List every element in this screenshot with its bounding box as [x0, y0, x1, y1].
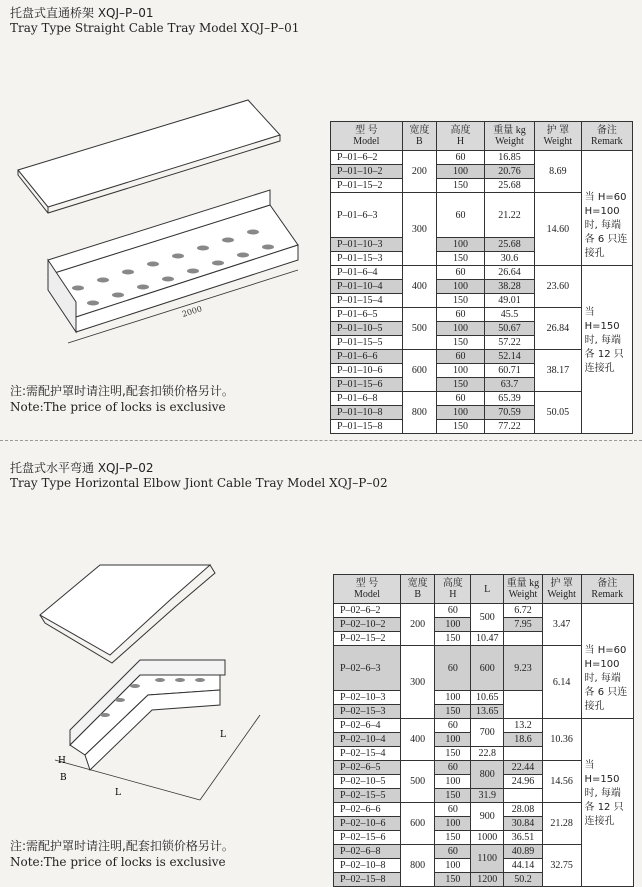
cell-height: 60	[437, 392, 485, 406]
cell-model: P–01–6–4	[331, 266, 403, 280]
cell-height: 100	[435, 775, 471, 789]
cell-weight: 13.2	[504, 719, 543, 733]
cell-height: 60	[435, 719, 471, 733]
cell-weight: 25.68	[484, 238, 534, 252]
cell-width: 500	[402, 308, 436, 350]
cell-height: 60	[437, 350, 485, 364]
cell-cover-weight: 38.17	[535, 350, 582, 392]
cell-weight: 30.84	[504, 817, 543, 831]
cell-height: 100	[437, 322, 485, 336]
cell-height: 60	[437, 308, 485, 322]
cell-weight: 10.65	[471, 691, 504, 705]
cell-length: 1100	[471, 845, 504, 873]
cell-model: P–02–15–8	[334, 873, 401, 887]
cell-model: P–02–10–6	[334, 817, 401, 831]
elbow-b-label: B	[60, 773, 67, 783]
header-height: 高度 H	[435, 575, 471, 604]
cell-height: 60	[435, 803, 471, 817]
cell-width: 200	[402, 151, 436, 193]
cell-length: 600	[471, 646, 504, 691]
section1-note-en: Note:The price of locks is exclusive	[10, 400, 226, 414]
cell-height: 100	[437, 165, 485, 179]
cell-weight: 21.22	[484, 193, 534, 238]
cell-model: P–02–10–8	[334, 859, 401, 873]
cell-width: 600	[401, 803, 435, 845]
cell-height: 100	[437, 364, 485, 378]
elbow-tray-drawing	[20, 555, 300, 805]
cell-weight: 31.9	[471, 789, 504, 803]
cell-model: P–01–15–2	[331, 179, 403, 193]
section2-note-zh: 注:需配护罩时请注明,配套扣锁价格另计。	[10, 839, 234, 853]
cell-weight: 30.6	[484, 252, 534, 266]
cell-height: 100	[435, 691, 471, 705]
cell-width: 300	[401, 646, 435, 719]
header-width: 宽度 B	[402, 122, 436, 151]
header-remark: 备注 Remark	[581, 122, 632, 151]
section2-title-zh: 托盘式水平弯通 XQJ–P–02	[10, 461, 154, 475]
cell-model: P–01–6–2	[331, 151, 403, 165]
cell-width: 600	[402, 350, 436, 392]
table-row	[334, 719, 634, 733]
cell-height: 60	[435, 761, 471, 775]
cell-width: 300	[402, 193, 436, 266]
cell-weight: 20.76	[484, 165, 534, 179]
cell-cover-weight: 21.28	[542, 803, 581, 845]
section2-note	[10, 838, 234, 870]
cell-model: P–01–15–6	[331, 378, 403, 392]
cell-weight: 52.14	[484, 350, 534, 364]
elbow-l-label-2: L	[220, 730, 226, 740]
cell-model: P–01–10–6	[331, 364, 403, 378]
cell-weight: 22.44	[504, 761, 543, 775]
cell-height: 150	[437, 294, 485, 308]
table-row	[331, 151, 633, 165]
cell-height: 100	[437, 406, 485, 420]
cell-model: P–01–15–5	[331, 336, 403, 350]
cell-length: 1200	[471, 873, 504, 887]
section2-title-en: Tray Type Horizontal Elbow Jiont Cable Tray Model XQJ–P–02	[10, 476, 388, 490]
cell-height: 60	[435, 845, 471, 859]
elbow-h-label: H	[58, 756, 66, 766]
cell-model: P–01–10–8	[331, 406, 403, 420]
straight-tray-drawing	[8, 95, 308, 355]
cell-weight: 6.72	[504, 604, 543, 618]
cell-length: 1000	[471, 831, 504, 845]
cell-model: P–02–6–2	[334, 604, 401, 618]
cell-height: 100	[435, 859, 471, 873]
cell-model: P–02–6–8	[334, 845, 401, 859]
cell-height: 60	[437, 151, 485, 165]
cell-model: P–01–15–3	[331, 252, 403, 266]
header-length: L	[471, 575, 504, 604]
cell-height: 150	[437, 420, 485, 434]
section2-spec-table	[333, 574, 634, 887]
cell-height: 150	[437, 252, 485, 266]
cell-weight: 63.7	[484, 378, 534, 392]
cell-weight: 18.6	[504, 733, 543, 747]
cell-cover-weight: 14.60	[535, 193, 582, 266]
cell-weight: 38.28	[484, 280, 534, 294]
cell-height: 150	[435, 873, 471, 887]
cell-model: P–02–10–4	[334, 733, 401, 747]
cell-model: P–02–15–5	[334, 789, 401, 803]
section-divider	[0, 440, 642, 441]
section1-note-zh: 注:需配护罩时请注明,配套扣锁价格另计。	[10, 384, 234, 398]
header-model: 型 号 Model	[334, 575, 401, 604]
table-row	[334, 604, 634, 618]
cell-cover-weight: 3.47	[542, 604, 581, 646]
cell-model: P–01–6–3	[331, 193, 403, 238]
cell-model: P–02–6–6	[334, 803, 401, 817]
cell-height: 100	[437, 238, 485, 252]
cell-length: 800	[471, 761, 504, 789]
cell-model: P–02–6–4	[334, 719, 401, 733]
header-height: 高度 H	[437, 122, 485, 151]
cell-cover-weight: 14.56	[542, 761, 581, 803]
cell-weight: 65.39	[484, 392, 534, 406]
cell-length: 500	[471, 604, 504, 632]
cell-model: P–02–10–3	[334, 691, 401, 705]
cell-model: P–02–15–2	[334, 632, 401, 646]
table-header-row	[331, 122, 633, 151]
cell-model: P–01–10–5	[331, 322, 403, 336]
header-remark: 备注 Remark	[581, 575, 633, 604]
section1-note	[10, 383, 234, 415]
cell-height: 150	[435, 747, 471, 761]
cell-height: 60	[435, 646, 471, 691]
cell-model: P–01–6–6	[331, 350, 403, 364]
cell-weight: 13.65	[471, 705, 504, 719]
cell-weight: 50.2	[504, 873, 543, 887]
header-weight: 重量 kg Weight	[484, 122, 534, 151]
cell-cover-weight: 8.69	[535, 151, 582, 193]
cell-height: 150	[437, 179, 485, 193]
straight-tray-length-label: 2000	[180, 304, 204, 319]
section1-title-zh: 托盘式直通桥架 XQJ–P–01	[10, 6, 154, 20]
cell-height: 100	[437, 280, 485, 294]
cell-model: P–01–10–2	[331, 165, 403, 179]
cell-cover-weight: 32.75	[542, 845, 581, 887]
cell-weight: 77.22	[484, 420, 534, 434]
cell-model: P–02–10–5	[334, 775, 401, 789]
cell-height: 150	[435, 705, 471, 719]
cell-weight: 10.47	[471, 632, 504, 646]
cell-model: P–01–6–8	[331, 392, 403, 406]
cell-remark-bottom: 当 H=150 时, 每端 各 12 只 连接孔	[581, 719, 633, 887]
cell-height: 60	[437, 266, 485, 280]
cell-model: P–02–6–5	[334, 761, 401, 775]
cell-height: 150	[437, 378, 485, 392]
cell-width: 500	[401, 761, 435, 803]
cell-model: P–01–10–4	[331, 280, 403, 294]
cell-height: 100	[435, 618, 471, 632]
cell-model: P–01–15–8	[331, 420, 403, 434]
cell-width: 400	[402, 266, 436, 308]
cell-weight: 49.01	[484, 294, 534, 308]
cell-weight: 70.59	[484, 406, 534, 420]
cell-cover-weight: 6.14	[542, 646, 581, 719]
cell-weight: 25.68	[484, 179, 534, 193]
cell-width: 800	[401, 845, 435, 887]
section1-spec-table	[330, 121, 633, 434]
section2-note-en: Note:The price of locks is exclusive	[10, 855, 226, 869]
cell-remark-top: 当 H=60 H=100 时, 每端各 6 只连接孔	[581, 151, 632, 266]
header-width: 宽度 B	[401, 575, 435, 604]
cell-height: 100	[435, 733, 471, 747]
cell-model: P–01–15–4	[331, 294, 403, 308]
cell-height: 150	[435, 831, 471, 845]
cell-height: 150	[435, 789, 471, 803]
cell-weight: 45.5	[484, 308, 534, 322]
cell-weight: 36.51	[504, 831, 543, 845]
cell-model: P–01–10–3	[331, 238, 403, 252]
cell-weight: 28.08	[504, 803, 543, 817]
cell-remark-top: 当 H=60 H=100 时, 每端各 6 只连接孔	[581, 604, 633, 719]
cell-weight: 24.96	[504, 775, 543, 789]
cell-weight: 50.67	[484, 322, 534, 336]
cell-weight: 9.23	[504, 646, 543, 691]
cell-weight: 22.8	[471, 747, 504, 761]
section1-title-en: Tray Type Straight Cable Tray Model XQJ–P–01	[10, 21, 300, 35]
cell-cover-weight: 50.05	[535, 392, 582, 434]
cell-weight: 60.71	[484, 364, 534, 378]
cell-weight: 57.22	[484, 336, 534, 350]
cell-height: 60	[437, 193, 485, 238]
header-weight: 重量 kg Weight	[504, 575, 543, 604]
cell-model: P–02–15–3	[334, 705, 401, 719]
cell-height: 100	[435, 817, 471, 831]
table-header-row	[334, 575, 634, 604]
cell-model: P–02–6–3	[334, 646, 401, 691]
cell-width: 200	[401, 604, 435, 646]
header-model: 型 号 Model	[331, 122, 403, 151]
cell-weight: 26.64	[484, 266, 534, 280]
cell-weight: 44.14	[504, 859, 543, 873]
cell-height: 150	[437, 336, 485, 350]
cell-weight: 16.85	[484, 151, 534, 165]
cell-length: 900	[471, 803, 504, 831]
table-row	[331, 266, 633, 280]
elbow-l-label-1: L	[115, 788, 121, 798]
cell-cover-weight: 10.36	[542, 719, 581, 761]
cell-height: 150	[435, 632, 471, 646]
header-cover: 护 罩 Weight	[542, 575, 581, 604]
header-cover: 护 罩 Weight	[535, 122, 582, 151]
section2-title	[10, 461, 388, 491]
cell-weight: 7.95	[504, 618, 543, 632]
cell-model: P–01–6–5	[331, 308, 403, 322]
cell-remark-bottom: 当 H=150 时, 每端 各 12 只 连接孔	[581, 266, 632, 434]
cell-width: 800	[402, 392, 436, 434]
section1-title	[10, 6, 299, 36]
cell-height: 60	[435, 604, 471, 618]
cell-length: 700	[471, 719, 504, 747]
cell-width: 400	[401, 719, 435, 761]
cell-model: P–02–10–2	[334, 618, 401, 632]
cell-cover-weight: 23.60	[535, 266, 582, 308]
cell-cover-weight: 26.84	[535, 308, 582, 350]
cell-model: P–02–15–4	[334, 747, 401, 761]
cell-weight: 40.89	[504, 845, 543, 859]
cell-model: P–02–15–6	[334, 831, 401, 845]
